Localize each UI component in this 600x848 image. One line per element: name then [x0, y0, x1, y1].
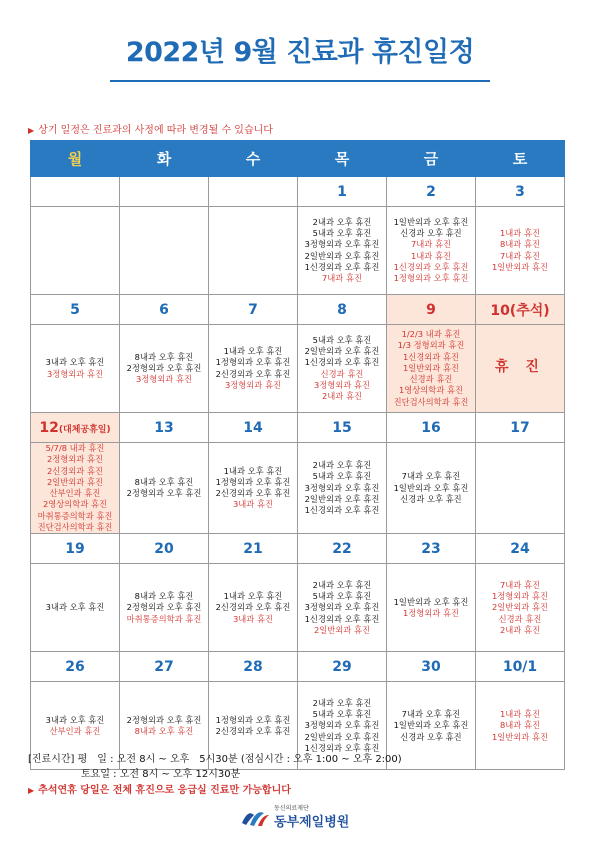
schedule-cell — [31, 443, 120, 534]
closure-entry: 3정형외과 휴진 — [46, 368, 103, 379]
change-notice — [28, 121, 273, 136]
weekday-tuesday: 화 — [120, 141, 209, 177]
closure-entry: 진단검사의학과 휴진 — [393, 396, 469, 407]
closure-entry: 1내과 휴진 — [500, 708, 540, 719]
schedule-cell — [120, 564, 209, 652]
date-number: 22 — [332, 540, 352, 557]
schedule-cell — [476, 443, 565, 534]
date-cell — [120, 652, 209, 682]
schedule-cell — [387, 207, 476, 295]
schedule-cell — [476, 325, 565, 413]
schedule-cell — [209, 325, 298, 413]
closure-entry: 3내과 휴진 — [233, 499, 273, 510]
date-number: 1 — [337, 183, 347, 200]
title-underline — [110, 80, 490, 82]
closure-entry: 1신경외과 오후 휴진 — [304, 613, 380, 624]
schedule-row — [31, 564, 565, 652]
closure-entry: 1내과 휴진 — [500, 227, 540, 238]
closure-entry: 7내과 오후 휴진 — [401, 471, 461, 482]
date-cell — [209, 534, 298, 564]
closure-entry: 3정형외과 휴진 — [135, 374, 192, 385]
closure-entry: 산부인과 휴진 — [49, 488, 101, 499]
closure-entry: 5내과 오후 휴진 — [312, 708, 372, 719]
date-cell — [31, 177, 120, 207]
clinic-hours-weekday — [28, 752, 402, 767]
closure-entry: 7내과 휴진 — [411, 239, 451, 250]
closure-entry: 3정형외과 오후 휴진 — [304, 239, 380, 250]
date-number: 28 — [243, 658, 263, 675]
date-cell — [120, 177, 209, 207]
weekday-thursday: 목 — [298, 141, 387, 177]
date-cell — [298, 177, 387, 207]
closure-entry: 1일반외과 오후 휴진 — [393, 482, 469, 493]
date-cell — [387, 413, 476, 443]
date-cell — [298, 413, 387, 443]
schedule-cell — [476, 207, 565, 295]
closure-entry: 1내과 오후 휴진 — [223, 465, 283, 476]
date-cell — [476, 413, 565, 443]
substitute-holiday-label: (대체공휴일) — [58, 424, 111, 435]
closure-entry: 1내과 오후 휴진 — [223, 590, 283, 601]
date-cell — [387, 295, 476, 325]
closure-entry: 2정형외과 오후 휴진 — [126, 602, 202, 613]
closure-entry: 3정형외과 휴진 — [224, 379, 281, 390]
schedule-cell — [298, 443, 387, 534]
schedule-cell — [298, 564, 387, 652]
closure-entry: 1일반외과 휴진 — [402, 362, 459, 373]
schedule-cell — [31, 564, 120, 652]
date-cell — [298, 534, 387, 564]
date-row — [31, 652, 565, 682]
closure-entry: 8내과 오후 휴진 — [134, 476, 194, 487]
schedule-row — [31, 443, 565, 534]
closure-entry: 마취통증의학과 휴진 — [126, 613, 202, 624]
closure-entry: 5내과 오후 휴진 — [312, 590, 372, 601]
date-cell — [120, 413, 209, 443]
date-cell — [209, 413, 298, 443]
date-cell — [298, 652, 387, 682]
schedule-cell — [298, 207, 387, 295]
date-number: 21 — [243, 540, 263, 557]
hospital-logo-mark-icon — [240, 805, 270, 827]
date-cell — [476, 652, 565, 682]
date-cell — [476, 177, 565, 207]
closure-entry: 1내과 오후 휴진 — [223, 345, 283, 356]
date-number: 17 — [510, 419, 530, 436]
closure-entry: 2내과 오후 휴진 — [312, 216, 372, 227]
closure-entry: 진단검사의학과 휴진 — [37, 522, 113, 533]
closure-entry: 3정형외과 오후 휴진 — [304, 602, 380, 613]
date-cell — [31, 295, 120, 325]
closure-entry: 2신경외과 오후 휴진 — [215, 725, 291, 736]
closure-entry: 1/3 정형외과 휴진 — [397, 340, 465, 351]
closure-entry: 2내과 휴진 — [500, 624, 540, 635]
closure-entry: 1내과 휴진 — [411, 250, 451, 261]
closure-entry: 2일반외과 오후 휴진 — [304, 250, 380, 261]
closure-entry: 2내과 오후 휴진 — [312, 579, 372, 590]
closure-entry: 1신경외과 오후 휴진 — [304, 742, 380, 753]
closure-entry: 2일반외과 오후 휴진 — [304, 731, 380, 742]
date-cell — [209, 652, 298, 682]
closure-entry: 8내과 오후 휴진 — [134, 351, 194, 362]
closure-entry: 1일반외과 휴진 — [491, 261, 548, 272]
date-number: 14 — [243, 419, 263, 436]
closure-entry: 2정형외과 오후 휴진 — [126, 714, 202, 725]
logo-foundation: 동신의료재단 — [274, 805, 309, 812]
closure-entry: 8내과 오후 휴진 — [134, 725, 194, 736]
triangle-bullet-icon: ▶ — [28, 786, 35, 795]
date-cell — [476, 295, 565, 325]
closure-entry: 8내과 오후 휴진 — [134, 590, 194, 601]
closure-entry: 2신경외과 오후 휴진 — [215, 602, 291, 613]
closure-entry: 2신경외과 휴진 — [46, 465, 103, 476]
date-number: 5 — [70, 301, 80, 318]
closure-entry: 1정형외과 오후 휴진 — [393, 273, 469, 284]
date-number: 9 — [426, 301, 436, 318]
weekday-header-row — [31, 141, 565, 177]
schedule-cell — [387, 564, 476, 652]
saturday-label: 토요일 : — [81, 769, 117, 780]
closure-entry: 3내과 오후 휴진 — [45, 602, 105, 613]
closure-entry: 3내과 오후 휴진 — [45, 714, 105, 725]
clinic-hours-label: [진료시간] — [28, 754, 75, 765]
date-number: 13 — [154, 419, 174, 436]
closure-entry: 7내과 휴진 — [500, 579, 540, 590]
date-number: 6 — [159, 301, 169, 318]
page-title: 2022년 9월 진료과 휴진일정 — [125, 37, 475, 68]
closure-entry: 신경과 오후 휴진 — [400, 227, 462, 238]
closure-entry: 1신경외과 오후 휴진 — [393, 261, 469, 272]
closure-entry: 1정형외과 휴진 — [402, 607, 459, 618]
date-cell — [209, 177, 298, 207]
date-cell — [120, 295, 209, 325]
closure-entry: 2일반외과 휴진 — [491, 602, 548, 613]
closure-entry: 1신경외과 휴진 — [402, 351, 459, 362]
logo-name: 동부제일병원 — [274, 815, 350, 830]
schedule-cell — [476, 682, 565, 770]
weekday-wednesday: 수 — [209, 141, 298, 177]
clinic-hours — [28, 752, 402, 782]
saturday-time: 오전 8시 ~ 오후 12시30분 — [119, 769, 241, 780]
date-cell — [387, 177, 476, 207]
date-number: 3 — [515, 183, 525, 200]
date-cell — [476, 534, 565, 564]
closure-entry: 2일반외과 오후 휴진 — [304, 345, 380, 356]
closure-entry: 2정형외과 오후 휴진 — [126, 488, 202, 499]
date-number: 30 — [421, 658, 441, 675]
schedule-cell — [31, 325, 120, 413]
schedule-cell — [209, 564, 298, 652]
closure-entry: 1일반외과 오후 휴진 — [393, 720, 469, 731]
date-row — [31, 534, 565, 564]
weekday-monday: 월 — [31, 141, 120, 177]
closure-entry: 1영상의학과 휴진 — [398, 385, 464, 396]
closure-entry: 2정형외과 휴진 — [46, 454, 103, 465]
closure-entry: 7내과 오후 휴진 — [401, 708, 461, 719]
schedule-cell — [120, 443, 209, 534]
closure-entry: 1일반외과 오후 휴진 — [393, 596, 469, 607]
schedule-cell — [209, 207, 298, 295]
date-number: 19 — [65, 540, 85, 557]
change-notice-text: 상기 일정은 진료과의 사정에 따라 변경될 수 있습니다 — [38, 125, 273, 136]
date-number: 7 — [248, 301, 258, 318]
closure-entry: 산부인과 휴진 — [49, 725, 101, 736]
closure-entry: 1정형외과 오후 휴진 — [215, 357, 291, 368]
closure-entry: 8내과 휴진 — [500, 239, 540, 250]
closure-entry: 3정형외과 오후 휴진 — [304, 482, 380, 493]
closure-entry: 3정형외과 오후 휴진 — [304, 720, 380, 731]
date-number: 15 — [332, 419, 352, 436]
chuseok-notice — [28, 781, 291, 796]
closure-entry: 3정형외과 휴진 — [313, 379, 370, 390]
closure-entry: 3내과 오후 휴진 — [45, 357, 105, 368]
closure-entry: 1/2/3 내과 휴진 — [401, 328, 461, 339]
date-cell — [31, 413, 120, 443]
date-cell — [31, 652, 120, 682]
date-number: 20 — [154, 540, 174, 557]
date-number: 23 — [421, 540, 441, 557]
date-number: 10/1 — [502, 658, 538, 675]
date-number: 29 — [332, 658, 352, 675]
date-number: 2 — [426, 183, 436, 200]
schedule-cell — [31, 207, 120, 295]
date-number: 16 — [421, 419, 441, 436]
schedule-row — [31, 325, 565, 413]
weekday-label: 평 일 : — [77, 754, 114, 765]
date-row — [31, 177, 565, 207]
schedule-cell — [476, 564, 565, 652]
holiday-label: 휴 진 — [495, 359, 545, 376]
schedule-cell — [209, 443, 298, 534]
closure-entry: 1일반외과 오후 휴진 — [393, 216, 469, 227]
closure-entry: 2내과 오후 휴진 — [312, 459, 372, 470]
closure-entry: 5내과 오후 휴진 — [312, 334, 372, 345]
date-number: 10(추석) — [490, 302, 550, 319]
weekday-time: 오전 8시 ~ 오후 5시30분 (점심시간 : 오후 1:00 ~ 오후 2:00) — [116, 754, 402, 765]
date-cell — [31, 534, 120, 564]
closure-entry: 8내과 휴진 — [500, 720, 540, 731]
schedule-cell — [387, 325, 476, 413]
closure-entry: 2신경외과 오후 휴진 — [215, 368, 291, 379]
hospital-logo — [240, 800, 380, 830]
schedule-cell — [120, 325, 209, 413]
date-cell — [387, 652, 476, 682]
closure-entry: 2일반외과 휴진 — [46, 476, 103, 487]
closure-entry: 1신경외과 오후 휴진 — [304, 357, 380, 368]
closure-entry: 1신경외과 오후 휴진 — [304, 505, 380, 516]
closure-entry: 1정형외과 휴진 — [491, 590, 548, 601]
date-row — [31, 295, 565, 325]
date-cell — [387, 534, 476, 564]
date-number: 8 — [337, 301, 347, 318]
date-number: 27 — [154, 658, 174, 675]
date-number: 26 — [65, 658, 85, 675]
date-number: 12 — [39, 419, 59, 436]
closure-entry: 7내과 휴진 — [500, 250, 540, 261]
date-cell — [209, 295, 298, 325]
weekday-saturday: 토 — [476, 141, 565, 177]
closure-entry: 1정형외과 오후 휴진 — [215, 476, 291, 487]
closure-entry: 2영상의학과 휴진 — [42, 499, 108, 510]
schedule-cell — [120, 207, 209, 295]
date-row — [31, 413, 565, 443]
closure-entry: 2내과 휴진 — [322, 391, 362, 402]
closure-entry: 마취통증의학과 휴진 — [37, 510, 113, 521]
closure-entry: 1정형외과 오후 휴진 — [215, 714, 291, 725]
closure-entry: 2정형외과 오후 휴진 — [126, 362, 202, 373]
clinic-hours-saturday — [28, 767, 402, 782]
closure-entry: 신경과 오후 휴진 — [400, 493, 462, 504]
closure-entry: 3내과 휴진 — [233, 613, 273, 624]
closure-entry: 7내과 휴진 — [322, 273, 362, 284]
closure-entry: 신경과 휴진 — [409, 374, 453, 385]
date-cell — [298, 295, 387, 325]
schedule-calendar — [30, 140, 565, 770]
closure-entry: 신경과 휴진 — [320, 368, 364, 379]
schedule-cell — [298, 325, 387, 413]
date-cell — [120, 534, 209, 564]
closure-entry: 1신경외과 오후 휴진 — [304, 261, 380, 272]
triangle-bullet-icon: ▶ — [28, 126, 35, 135]
closure-entry: 2일반외과 오후 휴진 — [304, 493, 380, 504]
date-number: 24 — [510, 540, 530, 557]
closure-entry: 2내과 오후 휴진 — [312, 697, 372, 708]
closure-entry: 2신경외과 오후 휴진 — [215, 488, 291, 499]
closure-entry: 신경과 오후 휴진 — [400, 731, 462, 742]
closure-entry: 5내과 오후 휴진 — [312, 471, 372, 482]
schedule-cell — [387, 443, 476, 534]
weekday-friday: 금 — [387, 141, 476, 177]
closure-entry: 5내과 오후 휴진 — [312, 227, 372, 238]
calendar-body — [31, 177, 565, 770]
closure-entry: 2일반외과 휴진 — [313, 624, 370, 635]
closure-entry: 5/7/8 내과 휴진 — [45, 443, 105, 453]
closure-entry: 1일반외과 휴진 — [491, 731, 548, 742]
schedule-row — [31, 207, 565, 295]
closure-entry: 신경과 휴진 — [498, 613, 542, 624]
chuseok-notice-text: 추석연휴 당일은 전체 휴진으로 응급실 진료만 가능합니다 — [38, 785, 291, 796]
